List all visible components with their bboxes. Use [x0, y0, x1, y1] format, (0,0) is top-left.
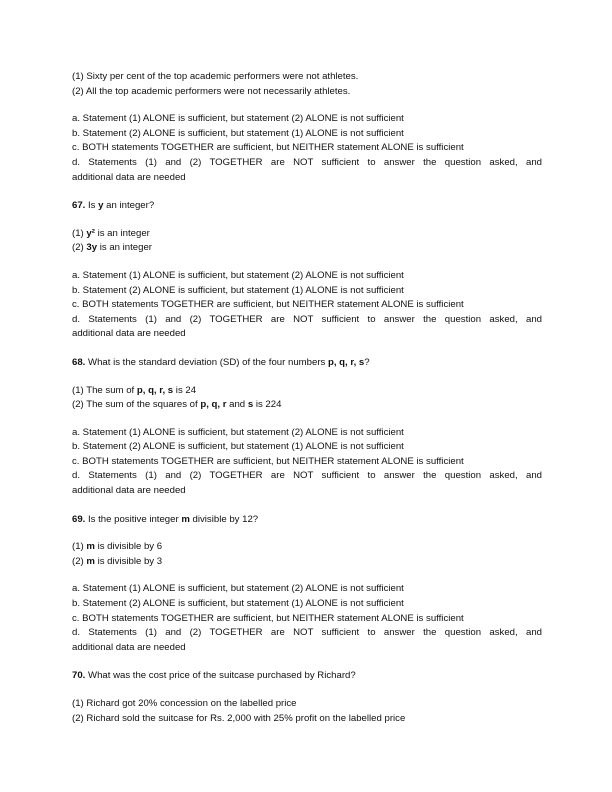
option-c: c. BOTH statements TOGETHER are sufficient, but NEITHER statement ALONE is sufficient: [72, 612, 464, 624]
option-c: c. BOTH statements TOGETHER are sufficient, but NEITHER statement ALONE is sufficient: [72, 142, 464, 154]
option-d-line2: additional data are needed: [72, 641, 186, 653]
option-d-line2: additional data are needed: [72, 485, 186, 497]
prev-statement-2: (2) All the top academic performers were not necessarily athletes.: [72, 85, 351, 97]
option-b: b. Statement (2) ALONE is sufficient, but statement (1) ALONE is not sufficient: [72, 441, 404, 453]
q68-statement-2: (2) The sum of the squares of p, q, r and s is 224: [72, 399, 282, 411]
q70-statement-2: (2) Richard sold the suitcase for Rs. 2,000 with 25% profit on the labelled price: [72, 712, 406, 724]
option-c: c. BOTH statements TOGETHER are sufficient, but NEITHER statement ALONE is sufficient: [72, 299, 464, 311]
question-number: 69.: [72, 513, 86, 525]
q70-statement-1: (1) Richard got 20% concession on the labelled price: [72, 698, 297, 709]
option-a: a. Statement (1) ALONE is sufficient, but statement (2) ALONE is not sufficient: [72, 113, 404, 125]
option-b: b. Statement (2) ALONE is sufficient, but statement (1) ALONE is not sufficient: [72, 598, 404, 610]
option-d-line1: d. Statements (1) and (2) TOGETHER are NOT sufficient to answer the question asked, and: [72, 470, 542, 482]
option-a: a. Statement (1) ALONE is sufficient, but statement (2) ALONE is not sufficient: [72, 269, 404, 281]
option-b: b. Statement (2) ALONE is sufficient, but statement (1) ALONE is not sufficient: [72, 127, 404, 139]
option-c: c. BOTH statements TOGETHER are sufficient, but NEITHER statement ALONE is sufficient: [72, 455, 464, 467]
option-d-line1: d. Statements (1) and (2) TOGETHER are NOT sufficient to answer the question asked, and: [72, 313, 542, 325]
question-number: 70.: [72, 670, 86, 682]
question-70: 70. What was the cost price of the suitcase purchased by Richard?: [72, 670, 356, 682]
question-69: 69. Is the positive integer m divisible by 12?: [72, 513, 259, 525]
question-67: 67. Is y an integer?: [72, 200, 155, 212]
q67-statement-2: (2) 3y is an integer: [72, 242, 152, 254]
option-b: b. Statement (2) ALONE is sufficient, but statement (1) ALONE is not sufficient: [72, 284, 404, 296]
question-68: 68. What is the standard deviation (SD) of the four numbers p, q, r, s?: [72, 356, 370, 368]
q67-statement-1: (1) y² is an integer: [72, 227, 150, 239]
option-d-line2: additional data are needed: [72, 171, 186, 183]
question-number: 68.: [72, 356, 86, 368]
q69-statement-1: (1) m is divisible by 6: [72, 541, 163, 553]
q69-statement-2: (2) m is divisible by 3: [72, 555, 163, 567]
question-number: 67.: [72, 200, 86, 212]
option-a: a. Statement (1) ALONE is sufficient, but statement (2) ALONE is not sufficient: [72, 426, 404, 438]
document-page: [72, 70, 542, 726]
prev-statement-1: (1) Sixty per cent of the top academic performers were not athletes.: [72, 71, 359, 82]
option-d-line1: d. Statements (1) and (2) TOGETHER are NOT sufficient to answer the question asked, and: [72, 627, 542, 639]
option-a: a. Statement (1) ALONE is sufficient, but statement (2) ALONE is not sufficient: [72, 583, 404, 595]
q68-statement-1: (1) The sum of p, q, r, s is 24: [72, 384, 197, 396]
option-d-line2: additional data are needed: [72, 328, 186, 340]
option-d-line1: d. Statements (1) and (2) TOGETHER are NOT sufficient to answer the question asked, and: [72, 156, 542, 168]
